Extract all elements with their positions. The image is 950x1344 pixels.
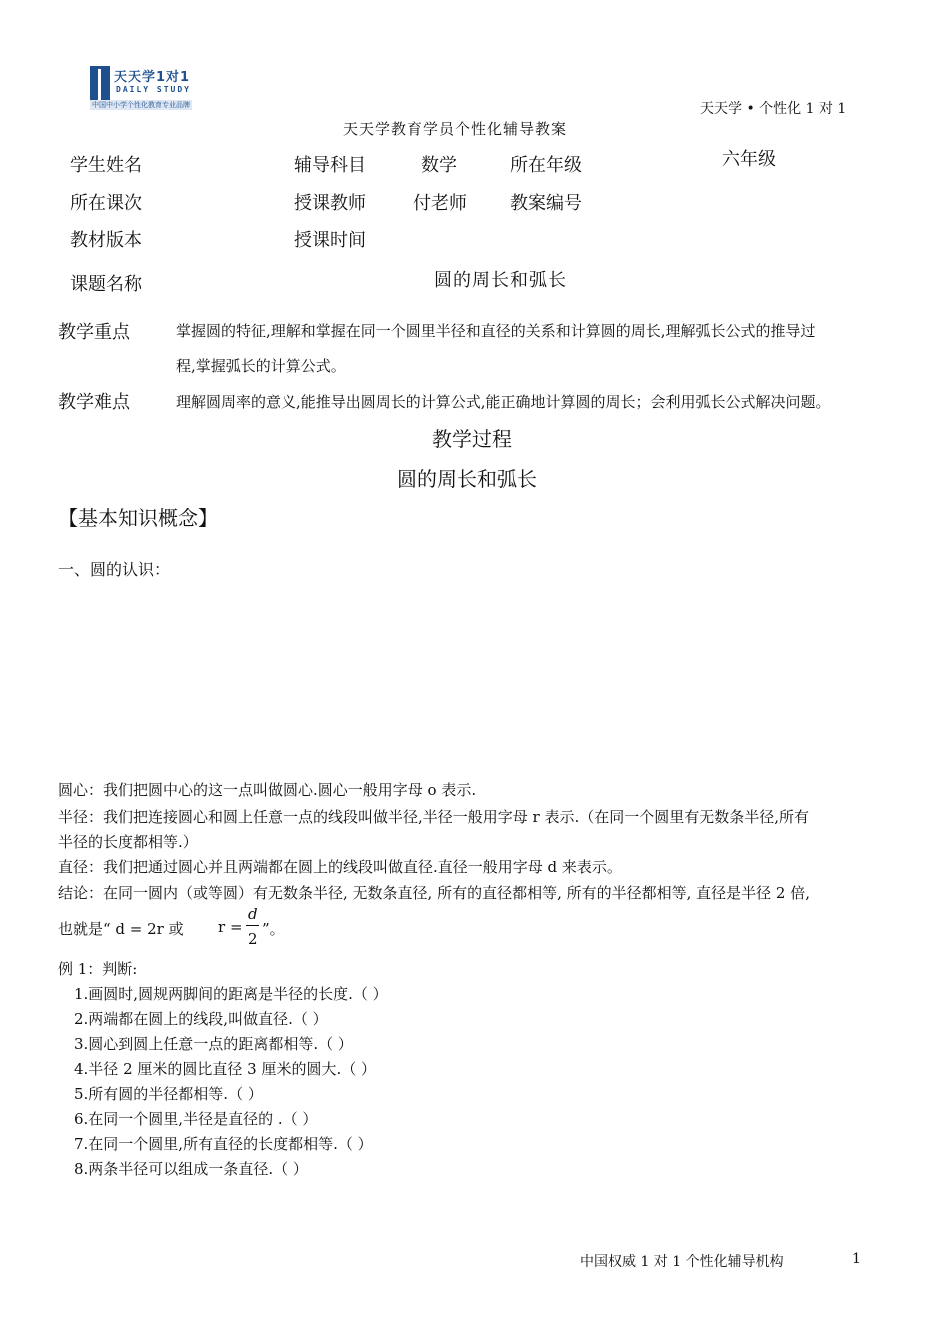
section-heading: 【基本知识概念】 (58, 506, 218, 530)
example-item: 6.在同一个圆里,半径是直径的 .（ ） (74, 1110, 318, 1128)
student-name-label: 学生姓名 (70, 155, 142, 176)
grade-value: 六年级 (722, 149, 776, 170)
example-title: 例 1：判断: (58, 960, 138, 978)
header-right-text: 天天学 • 个性化 1 对 1 (700, 101, 847, 117)
example-item: 8.两条半径可以组成一条直径.（ ） (74, 1160, 308, 1178)
logo-en-text: DAILY STUDY (116, 85, 191, 94)
concept-conclusion-line1: 结论：在同一圆内（或等圆）有无数条半径, 无数条直径, 所有的直径都相等, 所有的半径都相等, 直径是半径 2 倍, (58, 884, 810, 902)
formula-r: r = (218, 918, 243, 936)
concept-center: 圆心：我们把圆中心的这一点叫做圆心.圆心一般用字母 o 表示. (58, 781, 477, 799)
key-point-line2: 程,掌握弧长的计算公式。 (176, 357, 346, 375)
difficulty-text: 理解圆周率的意义,能推导出圆周长的计算公式,能正确地计算圆的周长；会利用弧长公式解决问题。 (176, 393, 831, 411)
concept-conclusion-suffix: ”。 (262, 920, 285, 938)
example-item: 1.画圆时,圆规两脚间的距离是半径的长度.（ ） (74, 985, 388, 1003)
concept-conclusion-prefix: 也就是“ d = 2r 或 (58, 920, 184, 938)
concept-radius-line2: 半径的长度都相等.） (58, 833, 198, 851)
example-item: 4.半径 2 厘米的圆比直径 3 厘米的圆大.（ ） (74, 1060, 377, 1078)
grade-label: 所在年级 (510, 155, 582, 176)
formula-numerator: d (248, 905, 258, 923)
example-item: 3.圆心到圆上任意一点的距离都相等.（ ） (74, 1035, 353, 1053)
textbook-label: 教材版本 (70, 230, 142, 251)
time-label: 授课时间 (294, 230, 366, 251)
fraction-bar (246, 925, 259, 926)
subsection-heading: 一、圆的认识： (58, 560, 171, 579)
logo-main-text: 天天学1对1 (114, 70, 191, 85)
process-subtitle: 圆的周长和弧长 (397, 467, 537, 491)
document-title: 天天学教育学员个性化辅导教案 (343, 120, 568, 138)
example-item: 7.在同一个圆里,所有直径的长度都相等.（ ） (74, 1135, 373, 1153)
example-item: 2.两端都在圆上的线段,叫做直径.（ ） (74, 1010, 328, 1028)
lesson-label: 所在课次 (70, 193, 142, 214)
plan-no-label: 教案编号 (510, 193, 582, 214)
process-title: 教学过程 (432, 427, 512, 451)
concept-radius-line1: 半径：我们把连接圆心和圆上任意一点的线段叫做半径,半径一般用字母 r 表示.（在同一个圆里有无数条半径,所有 (58, 808, 810, 826)
topic-value: 圆的周长和弧长 (434, 270, 567, 291)
difficulty-label: 教学难点 (58, 392, 130, 413)
teacher-value: 付老师 (413, 193, 467, 214)
subject-value: 数学 (421, 155, 457, 176)
concept-diameter: 直径：我们把通过圆心并且两端都在圆上的线段叫做直径.直径一般用字母 d 来表示。 (58, 858, 622, 876)
footer-org: 中国权威 1 对 1 个性化辅导机构 (580, 1254, 784, 1270)
topic-label: 课题名称 (70, 274, 142, 295)
page-number: 1 (852, 1251, 861, 1267)
key-point-label: 教学重点 (58, 322, 130, 343)
example-item: 5.所有圆的半径都相等.（ ） (74, 1085, 263, 1103)
key-point-line1: 掌握圆的特征,理解和掌握在同一个圆里半径和直径的关系和计算圆的周长,理解弧长公式的推导过 (176, 322, 816, 340)
formula-denominator: 2 (248, 930, 258, 948)
teacher-label: 授课教师 (294, 193, 366, 214)
book-icon (90, 66, 110, 104)
logo-sub-text: 中国中小学个性化教育专业品牌 (92, 101, 190, 109)
subject-label: 辅导科目 (294, 155, 366, 176)
logo (90, 66, 206, 110)
